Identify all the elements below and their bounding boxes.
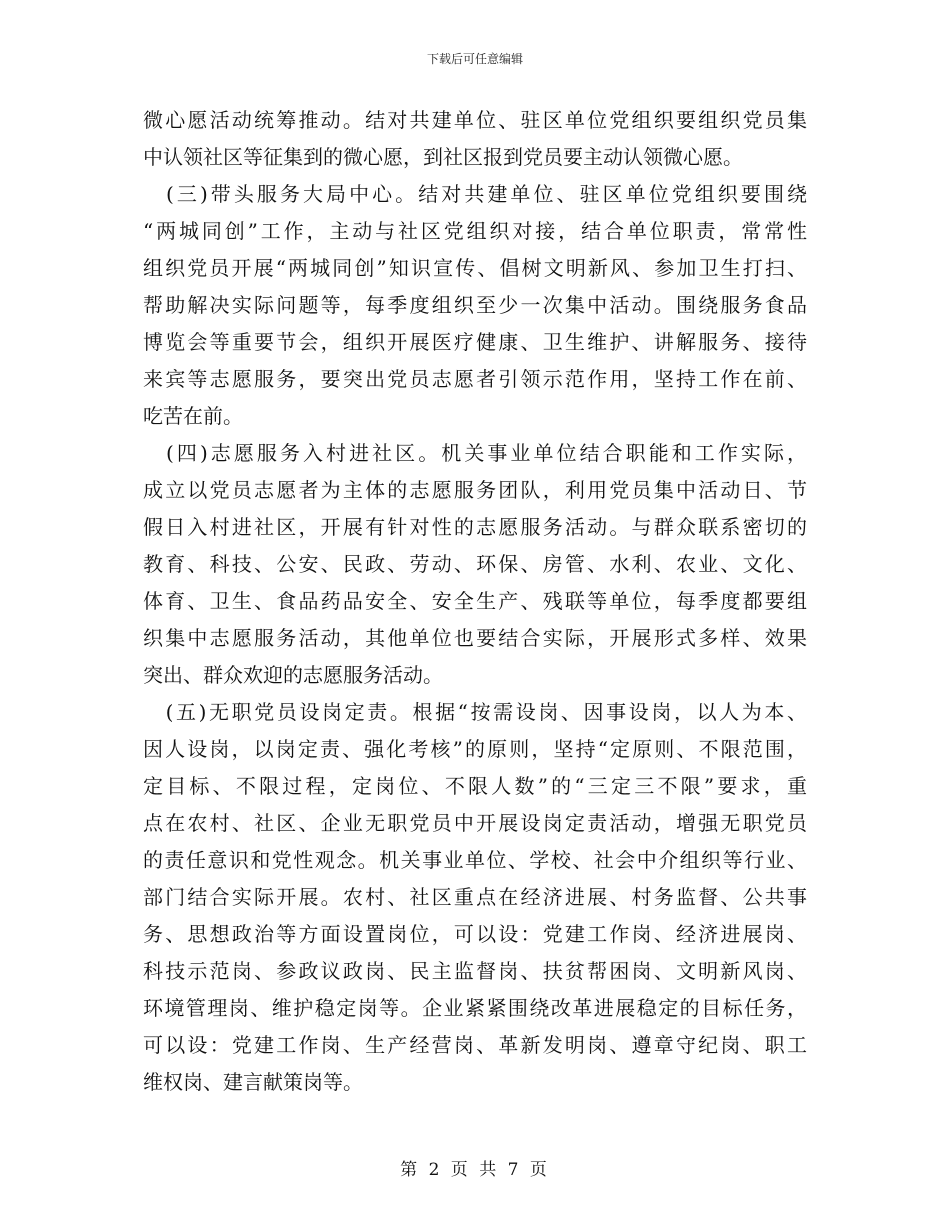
text-line: 突出、群众欢迎的志愿服务活动。 — [143, 663, 443, 687]
text-line: 环境管理岗、维护稳定岗等。企业紧紧围绕改革进展稳定的目标任务， — [143, 996, 807, 1020]
text-line: 务、思想政治等方面设置岗位，可以设：党建工作岗、经济进展岗、 — [143, 922, 807, 946]
text-line: 教育、科技、公安、民政、劳动、环保、房管、水利、农业、文化、 — [143, 552, 807, 576]
text-line: 可以设：党建工作岗、生产经营岗、革新发明岗、遵章守纪岗、职工 — [143, 1033, 807, 1057]
text-line: (五)无职党员设岗定责。根据“按需设岗、因事设岗，以人为本、 — [143, 700, 807, 724]
text-line: 吃苦在前。 — [143, 404, 243, 428]
text-line: 博览会等重要节会，组织开展医疗健康、卫生维护、讲解服务、接待 — [143, 330, 807, 354]
text-line: 成立以党员志愿者为主体的志愿服务团队，利用党员集中活动日、节 — [143, 478, 807, 502]
text-line: 点在农村、社区、企业无职党员中开展设岗定责活动，增强无职党员 — [143, 811, 807, 835]
text-line: 帮助解决实际问题等，每季度组织至少一次集中活动。围绕服务食品 — [143, 293, 807, 317]
text-line: 假日入村进社区，开展有针对性的志愿服务活动。与群众联系密切的 — [143, 515, 807, 539]
text-line: 来宾等志愿服务，要突出党员志愿者引领示范作用，坚持工作在前、 — [143, 367, 807, 391]
text-line: (三)带头服务大局中心。结对共建单位、驻区单位党组织要围绕 — [143, 182, 807, 206]
text-line: “两城同创”工作，主动与社区党组织对接，结合单位职责，常常性 — [143, 219, 807, 243]
text-line: (四)志愿服务入村进社区。机关事业单位结合职能和工作实际， — [143, 441, 807, 465]
text-line: 科技示范岗、参政议政岗、民主监督岗、扶贫帮困岗、文明新风岗、 — [143, 959, 807, 983]
text-line: 组织党员开展“两城同创”知识宣传、倡树文明新风、参加卫生打扫、 — [143, 256, 807, 280]
page-number: 第 2 页 共 7 页 — [400, 1160, 550, 1180]
text-line: 因人设岗，以岗定责、强化考核”的原则，坚持“定原则、不限范围， — [143, 737, 807, 761]
text-line: 体育、卫生、食品药品安全、安全生产、残联等单位，每季度都要组 — [143, 589, 807, 613]
text-line: 微心愿活动统筹推动。结对共建单位、驻区单位党组织要组织党员集 — [143, 108, 807, 132]
text-line: 定目标、不限过程，定岗位、不限人数”的“三定三不限”要求，重 — [143, 774, 807, 798]
document-body — [143, 102, 807, 1101]
text-line: 部门结合实际开展。农村、社区重点在经济进展、村务监督、公共事 — [143, 885, 807, 909]
text-line: 织集中志愿服务活动，其他单位也要结合实际，开展形式多样、效果 — [143, 626, 807, 650]
text-line: 维权岗、建言献策岗等。 — [143, 1070, 363, 1094]
text-line: 的责任意识和党性观念。机关事业单位、学校、社会中介组织等行业、 — [143, 848, 807, 872]
page-header: 下载后可任意编辑 — [426, 52, 523, 66]
text-line: 中认领社区等征集到的微心愿，到社区报到党员要主动认领微心愿。 — [143, 145, 743, 169]
